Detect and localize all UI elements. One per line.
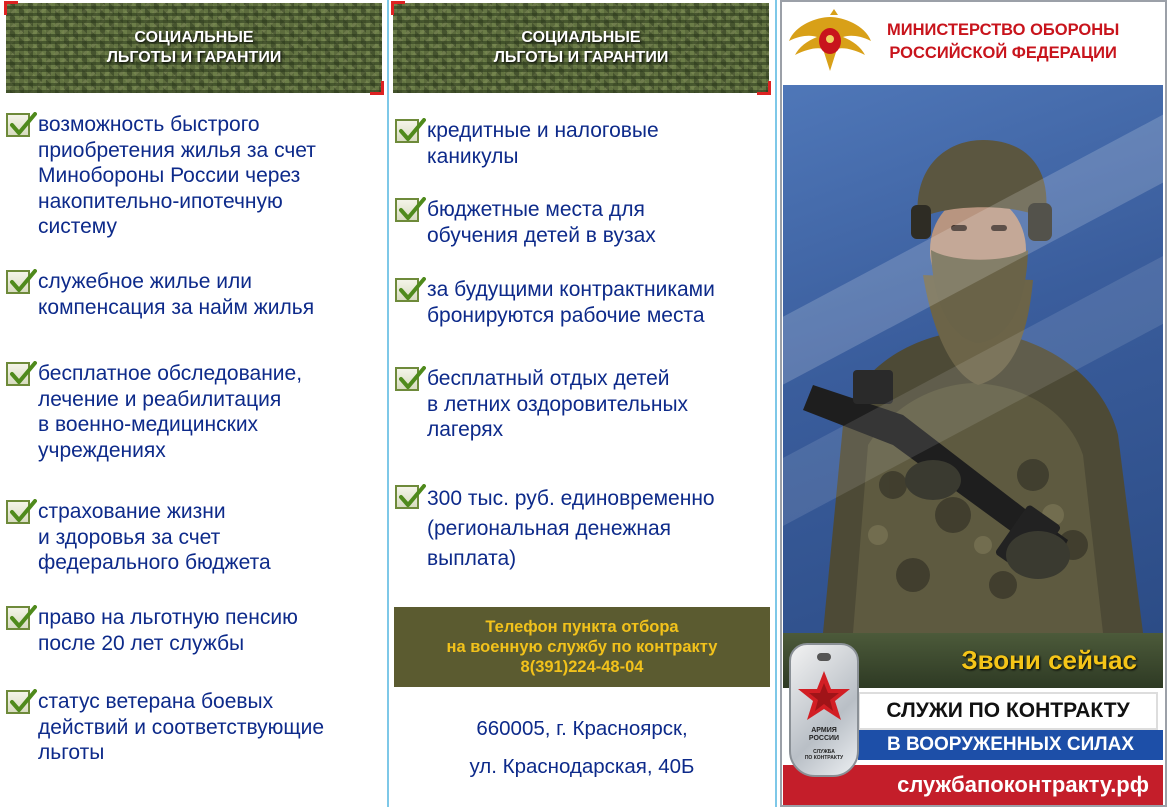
benefit-line: кредитные и налоговые	[427, 119, 659, 142]
header-line: ЛЬГОТЫ И ГАРАНТИИ	[493, 49, 669, 66]
benefit-line: 300 тыс. руб. единовременно	[427, 487, 715, 510]
benefit-line: бесплатное обследование,	[38, 362, 303, 385]
benefit-line: служебное жилье или	[38, 270, 252, 293]
phone-line: на военную службу по контракту	[446, 638, 718, 656]
benefit-item	[6, 361, 302, 463]
benefit-line: накопительно-ипотечную	[38, 189, 283, 213]
address-line: 660005, г. Красноярск,	[476, 717, 688, 740]
benefit-item	[6, 499, 271, 576]
benefit-line: компенсация за найм жилья	[38, 295, 315, 319]
benefit-line: в летних оздоровительных	[427, 392, 689, 416]
address-line: ул. Краснодарская, 40Б	[469, 755, 695, 778]
double-headed-eagle-emblem-icon	[787, 7, 873, 77]
benefit-line: каникулы	[427, 144, 519, 168]
benefit-text	[427, 197, 656, 248]
benefit-line: систему	[38, 215, 117, 238]
benefit-text	[427, 277, 715, 328]
benefit-line: бюджетные места для	[427, 198, 645, 221]
checkmark-icon	[6, 500, 30, 524]
benefit-item	[6, 269, 314, 320]
column2-header	[393, 3, 769, 93]
column-divider	[387, 0, 389, 807]
checkmark-icon	[395, 367, 419, 391]
website-link[interactable]: службапоконтракту.рф	[897, 772, 1149, 797]
benefit-line: (региональная денежная	[427, 517, 672, 540]
benefit-text	[427, 118, 659, 169]
tag-label: РОССИИ	[808, 735, 840, 742]
checkmark-icon	[6, 113, 30, 137]
checkmark-icon	[395, 278, 419, 302]
benefit-line: возможность быстрого	[38, 113, 260, 136]
benefit-item	[6, 605, 298, 656]
benefit-line: действий и соответствующие	[38, 715, 325, 739]
benefit-line: лечение и реабилитация	[38, 387, 282, 411]
tag-sublabel: ПО КОНТРАКТУ	[804, 755, 844, 761]
header-line: СОЦИАЛЬНЫЕ	[134, 29, 254, 46]
benefit-line: обучения детей в вузах	[427, 223, 656, 247]
phone-line: Телефон пункта отбора	[485, 618, 679, 636]
benefit-line: в военно-медицинских	[38, 413, 259, 436]
benefit-line: статус ветерана боевых	[38, 690, 274, 713]
forces-text: В ВООРУЖЕННЫХ СИЛАХ	[887, 734, 1134, 755]
benefit-line: бронируются рабочие места	[427, 303, 705, 327]
benefit-text	[38, 361, 302, 463]
ministry-header	[783, 3, 1163, 81]
contract-banner	[858, 692, 1158, 730]
call-now-text: Звони сейчас	[961, 645, 1137, 675]
checkmark-icon	[6, 362, 30, 386]
checkmark-icon	[6, 606, 30, 630]
benefit-line: федерального бюджета	[38, 551, 271, 574]
benefit-line: льготы	[38, 741, 105, 764]
benefit-text	[38, 689, 324, 766]
column-divider	[775, 0, 777, 807]
checkmark-icon	[6, 690, 30, 714]
column1-header	[6, 3, 382, 93]
contract-text: СЛУЖИ ПО КОНТРАКТУ	[886, 699, 1130, 722]
phone-number: 8(391)224-48-04	[520, 658, 644, 676]
checkmark-icon	[395, 485, 419, 509]
benefit-text	[427, 484, 715, 574]
checkmark-icon	[395, 198, 419, 222]
benefit-line: и здоровья за счет	[38, 525, 221, 549]
benefit-line: бесплатный отдых детей	[427, 367, 670, 390]
benefit-line: лагерях	[427, 418, 504, 441]
ministry-title: МИНИСТЕРСТВО ОБОРОНЫ РОССИЙСКОЙ ФЕДЕРАЦИИ	[887, 21, 1120, 62]
benefit-text	[38, 112, 316, 240]
phone-box	[394, 607, 770, 687]
checkmark-icon	[395, 119, 419, 143]
army-dog-tag	[789, 643, 859, 777]
tag-label: АРМИЯ	[811, 727, 837, 734]
checkmark-icon	[6, 270, 30, 294]
benefit-line: выплата)	[427, 547, 517, 570]
benefit-item	[395, 118, 659, 169]
benefit-line: за будущими контрактниками	[427, 278, 715, 301]
benefit-line: после 20 лет службы	[38, 631, 245, 655]
benefit-item	[395, 366, 688, 443]
soldier-photo	[783, 85, 1163, 633]
benefit-item	[6, 689, 324, 766]
benefit-line: приобретения жилья за счет	[38, 138, 316, 162]
benefit-item	[395, 197, 656, 248]
benefit-item	[395, 277, 715, 328]
benefit-line: страхование жизни	[38, 500, 226, 523]
header-line: СОЦИАЛЬНЫЕ	[521, 29, 641, 46]
tag-sublabel: СЛУЖБА	[813, 749, 835, 755]
header-line: ЛЬГОТЫ И ГАРАНТИИ	[106, 49, 282, 66]
benefit-line: Минобороны России через	[38, 164, 301, 187]
benefit-item	[395, 484, 715, 574]
benefit-text	[427, 366, 688, 443]
benefit-text	[38, 499, 271, 576]
benefit-item	[6, 112, 316, 240]
red-star-icon	[796, 669, 852, 723]
benefit-text	[38, 269, 314, 320]
benefit-line: право на льготную пенсию	[38, 606, 298, 629]
benefit-line: учреждениях	[38, 438, 166, 462]
forces-banner	[858, 730, 1163, 760]
benefit-text	[38, 605, 298, 656]
